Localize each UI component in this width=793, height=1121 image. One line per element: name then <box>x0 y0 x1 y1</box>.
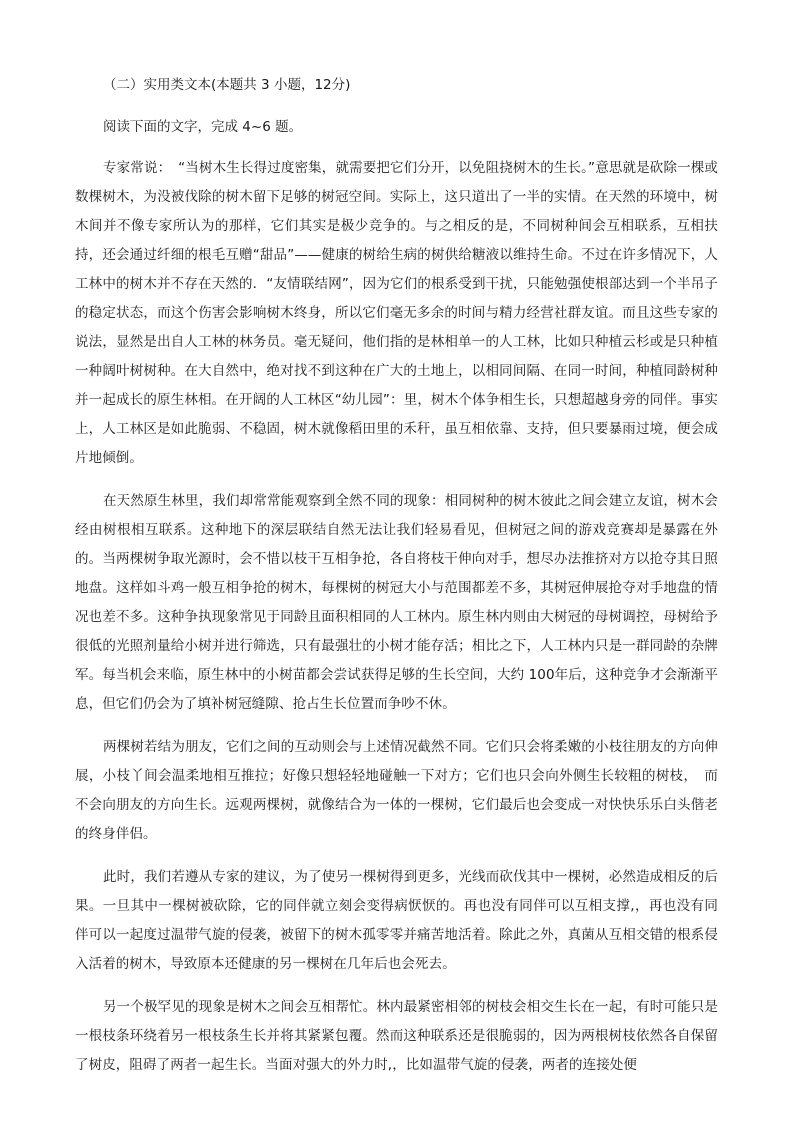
paragraph-1: 专家常说： “当树木生长得过度密集，就需要把它们分开，以免阻挠树木的生长。”意思就是砍除一棵或数棵树木，为没被伐除的树木留下足够的树冠空间。实际上，这只道出了一半的实情。在天然的环境中，树木间并不像专家所认为的那样，它们其实是极少竞争的。与之相反的是，不同树种间会互相联系，互相扶持，还会通过纤细的根毛互赠“甜品”——健康的树给生病的树供给糖液以维持生命。不过在许多情况下，人工林中的树木并不存在天然的．“友情联结网”，因为它们的根系受到干扰，只能勉强使根部达到一个半吊子的稳定状态，而这个伤害会影响树木终身，所以它们毫无多余的时间与精力经营社群友谊。而且这些专家的说法，显然是出自人工林的林务员。毫无疑问，他们指的是林相单一的人工林，比如只种植云杉或是只种植一种阔叶树树种。在大自然中，绝对找不到这种在广大的土地上，以相同间隔、在同一时间，种植同龄树种并一起成长的原生林相。在开阔的人工林区“幼儿园”：里，树木个体争相生长，只想超越身旁的同伴。事实上，人工林区是如此脆弱、不稳固，树木就像稻田里的禾秆，虽互相依靠、支持，但只要暴雨过境，便会成片地倾倒。 <box>75 160 718 466</box>
paragraph-2: 在天然原生林里，我们却常常能观察到全然不同的现象：相同树种的树木彼此之间会建立友谊，树木会经由树根相互联系。这种地下的深层联结自然无法让我们轻易看见，但树冠之间的游戏竞赛却是暴露在外的。当两棵树争取光源时，会不惜以枝干互相争抢，各自将枝干伸向对手，想尽办法推挤对方以抢夺其日照地盘。这样如斗鸡一般互相争抢的树木，每棵树的树冠大小与范围都差不多，其树冠伸展抢夺对手地盘的情况也差不多。这种争执现象常见于同龄且面积相同的人工林内。原生林内则由大树冠的母树调控，母树给予很低的光照剂量给小树并进行筛选，只有最强壮的小树才能存活；相比之下，人工林内只是一群同龄的杂牌军。每当机会来临，原生林中的小树苗都会尝试获得足够的生长空间，大约 100年后，这种竞争才会渐渐平息，但它们仍会为了填补树冠缝隙、抢占生长位置而争吵不休。 <box>75 493 718 712</box>
paragraph-5: 另一个极罕见的现象是树木之间会互相帮忙。林内最紧密相邻的树枝会相交生长在一起，有时可能只是一根枝条环绕着另一根枝条生长并将其紧紧包覆。然而这种联系还是很脆弱的，因为两根树枝依然各自保留了树皮，阻碍了两者一起生长。当面对强大的外力时,，比如温带气旋的侵袭，两者的连接处便 <box>75 999 718 1073</box>
reading-instruction: 阅读下面的文字，完成 4~6 题。 <box>103 119 303 135</box>
paragraph-3: 两棵树若结为朋友，它们之间的互动则会与上述情况截然不同。它们只会将柔嫩的小枝往朋友的方向伸展，小枝丫间会温柔地相互推拉；好像只想轻轻地碰触一下对方；它们也只会向外侧生长较粗的树枝， 而不会向朋友的方向生长。远观两棵树，就像结合为一体的一棵树，它们最后也会变成一对快快乐乐白头偕老的终身伴侣。 <box>75 739 718 842</box>
paragraph-4: 此时，我们若遵从专家的建议，为了使另一棵树得到更多，光线而砍伐其中一棵树，必然造成相反的后果。一旦其中一棵树被砍除，它的同伴就立刻会变得病恹恹的。再也没有同伴可以互相支撑,，再也没有同伴可以一起度过温带气旋的侵袭，被留下的树木孤零零并痛苦地活着。除此之外，真菌从互相交错的根系侵入活着的树木，导致原本还健康的另一棵树在几年后也会死去。 <box>75 869 718 972</box>
section-heading: （二）实用类文本(本题共 3 小题，12分) <box>103 77 351 93</box>
